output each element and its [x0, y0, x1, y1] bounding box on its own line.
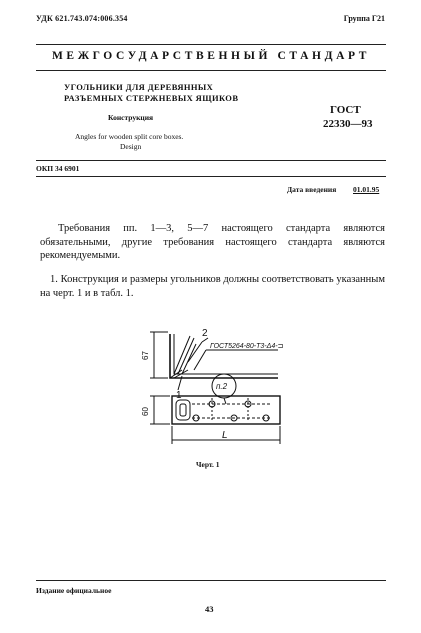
edition-note: Издание официальное [36, 586, 112, 595]
subtitle: Конструкция [108, 113, 154, 122]
okp-code: ОКП 34 6901 [36, 164, 80, 173]
english-title-1: Angles for wooden split core boxes. [75, 132, 184, 141]
okp-rule [36, 160, 386, 161]
detail-note: п.2 [216, 382, 228, 391]
title-line-1: УГОЛЬНИКИ ДЛЯ ДЕРЕВЯННЫХ [64, 82, 214, 92]
weld-note: ГОСТ5264-80-Т3-Δ4-⊐ [210, 343, 284, 350]
intro-date-label: Дата введения [287, 185, 337, 194]
angle-drawing [130, 326, 290, 461]
dim-height-60: 60 [141, 407, 150, 416]
page-number: 43 [205, 604, 214, 614]
footer-rule [36, 580, 386, 581]
udk-code: УДК 621.743.074:006.354 [36, 14, 128, 23]
gost-number: 22330—93 [323, 118, 373, 130]
okp-bottom-rule [36, 176, 386, 177]
group-code: Группа Г21 [343, 14, 385, 23]
intro-date-value: 01.01.95 [353, 185, 380, 194]
standard-type: МЕЖГОСУДАРСТВЕННЫЙ СТАНДАРТ [51, 50, 371, 62]
dim-length: L [222, 430, 228, 441]
top-rule [36, 44, 386, 45]
english-title-2: Design [120, 142, 142, 151]
callout-1: 1 [176, 390, 182, 401]
title-line-2: РАЗЪЕМНЫХ СТЕРЖНЕВЫХ ЯЩИКОВ [64, 93, 239, 103]
dim-height-67: 67 [141, 351, 150, 360]
title-rule [36, 70, 386, 71]
gost-label: ГОСТ [330, 104, 361, 116]
drawing-caption: Черт. 1 [196, 460, 220, 469]
callout-2: 2 [202, 328, 208, 339]
paragraph-design: 1. Конструкция и размеры угольников должны соответствовать указанным на черт. 1 и в табл. 1. [40, 274, 385, 299]
paragraph-requirements: Требования пп. 1—3, 5—7 настоящего стандарта являются обязательными, другие требования настоящего стандарта являются рекомендуемыми. [40, 223, 385, 261]
